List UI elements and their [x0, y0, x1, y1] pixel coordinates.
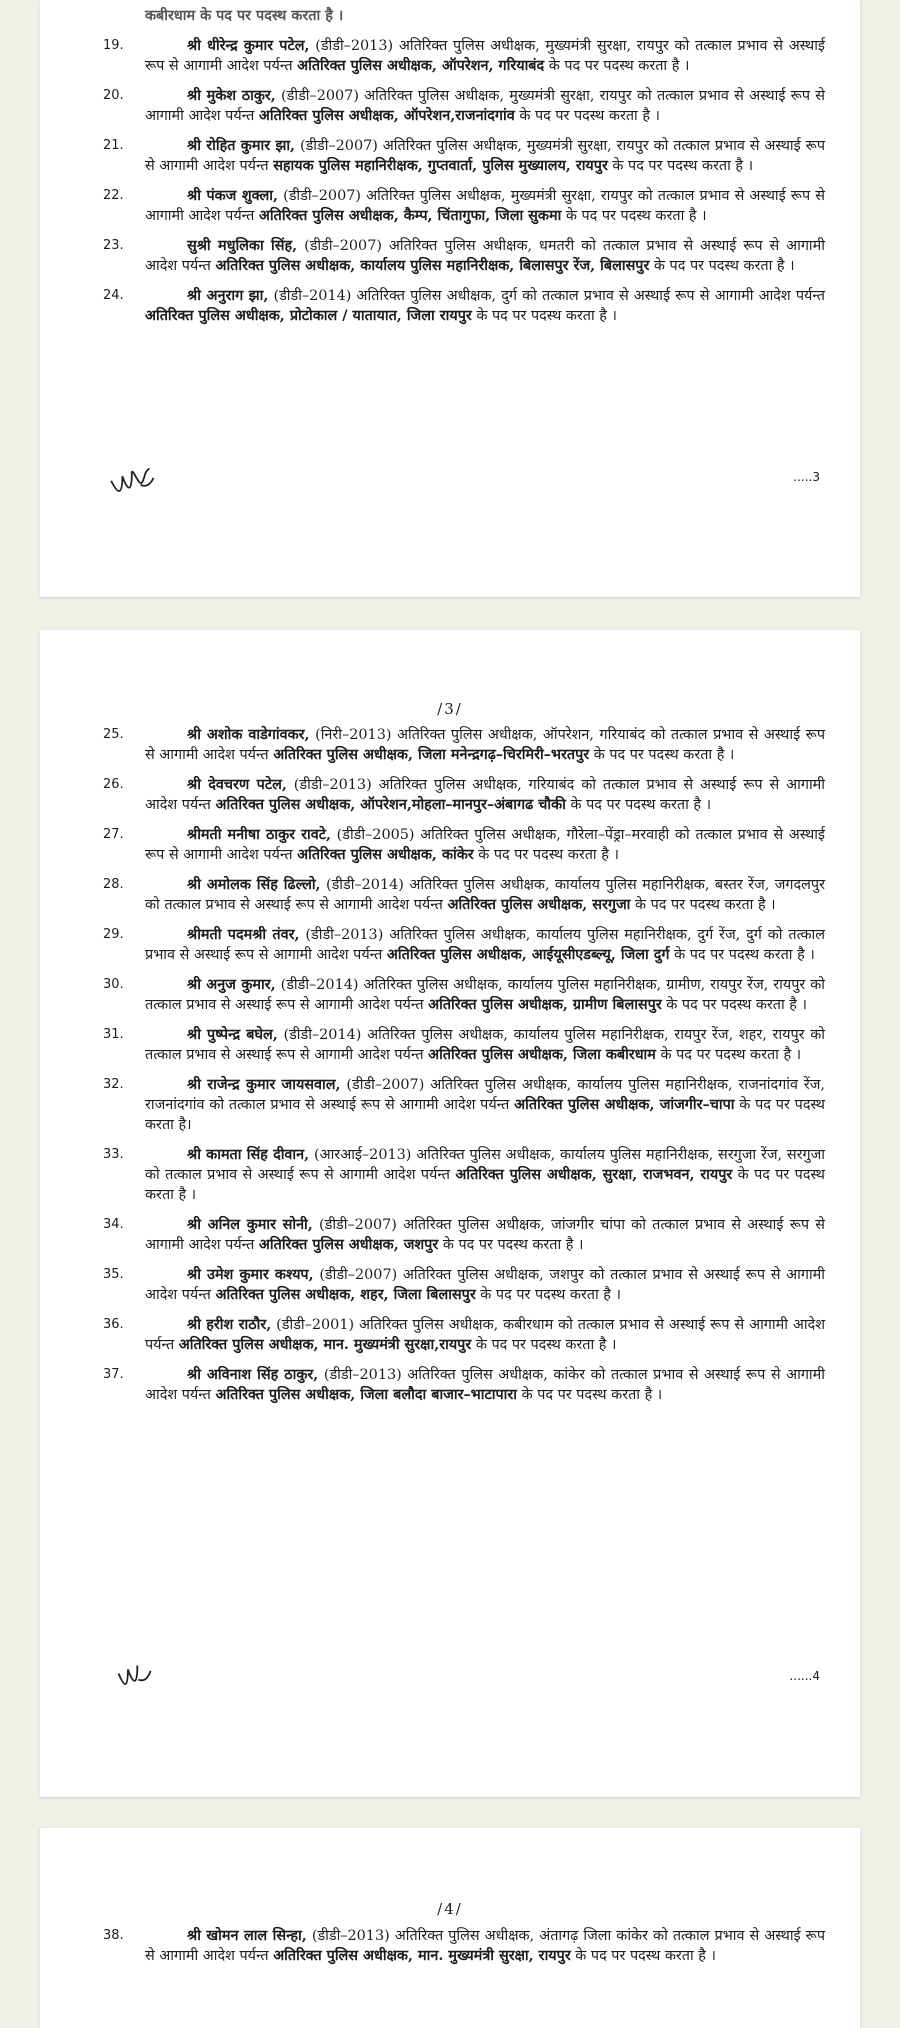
new-posting: अतिरिक्त पुलिस अधीक्षक, कांकेर	[297, 846, 474, 863]
entry-text	[145, 36, 825, 76]
signature-initials	[106, 457, 161, 507]
officer-name: श्री अमोलक सिंह ढिल्लो,	[187, 876, 321, 893]
entry-text	[145, 186, 825, 226]
current-posting-text: (डीडी–2007) अतिरिक्त पुलिस अधीक्षक, धमतरी को तत्काल प्रभाव से अस्थाई रूप से आगामी आदेश पर्यन्त	[145, 238, 825, 274]
new-posting: अतिरिक्त पुलिस अधीक्षक, शहर, जिला बिलासपुर	[215, 1286, 476, 1303]
officer-name: श्रीमती मनीषा ठाकुर रावटे,	[187, 826, 331, 843]
order-entries	[103, 725, 826, 1405]
carried-over-text: कबीरधाम के पद पर पदस्थ करता है ।	[145, 7, 344, 24]
closing-text: के पद पर पदस्थ करता है ।	[561, 208, 707, 224]
entry-text	[145, 925, 825, 965]
order-entry	[103, 825, 825, 865]
current-posting-text: (डीडी–2014) अतिरिक्त पुलिस अधीक्षक, दुर्ग को तत्काल प्रभाव से अस्थाई रूप से आगामी आदेश पर्यन्त	[268, 288, 825, 304]
closing-text: के पद पर पदस्थ करता है ।	[514, 108, 660, 124]
new-posting: अतिरिक्त पुलिस अधीक्षक, मान. मुख्यमंत्री सुरक्षा, रायपुर	[273, 1947, 571, 1964]
new-posting: अतिरिक्त पुलिस अधीक्षक, जिला मनेन्द्रगढ़–चिरमिरी–भरतपुर	[273, 746, 590, 763]
entry-text	[145, 725, 825, 765]
closing-text: के पद पर पदस्थ करता है ।	[669, 947, 815, 963]
entry-text	[145, 136, 825, 176]
current-posting-text: (डीडी–2001) अतिरिक्त पुलिस अधीक्षक, कबीरधाम को तत्काल प्रभाव से अस्थाई रूप से आगामी आदेश पर्यन्त	[145, 1317, 825, 1353]
entry-text	[145, 1025, 825, 1065]
officer-name: श्री रोहित कुमार झा,	[187, 137, 296, 154]
current-posting-text: (डीडी–2014) अतिरिक्त पुलिस अधीक्षक, कार्यालय पुलिस महानिरीक्षक, रायपुर रेंज, शहर, रायपुर को तत्काल प्रभाव से अस्थाई रूप से आगामी आदेश पर्यन्त	[145, 1027, 825, 1063]
officer-name: श्री मुकेश ठाकुर,	[187, 87, 276, 104]
order-entries	[103, 36, 825, 326]
order-entries	[103, 1926, 825, 1966]
entry-number: 32.	[103, 1077, 124, 1092]
closing-text: के पद पर पदस्थ करता है ।	[655, 1047, 802, 1063]
officer-name: श्री देवचरण पटेल,	[187, 776, 287, 793]
closing-text: के पद पर पदस्थ करता है ।	[607, 158, 754, 174]
closing-text: के पद पर पदस्थ करता है।	[145, 1097, 825, 1133]
entry-number: 28.	[103, 877, 124, 892]
entry-number: 37.	[103, 1367, 124, 1382]
closing-text: के पद पर पदस्थ करता है ।	[438, 1237, 584, 1253]
new-posting: अतिरिक्त पुलिस अधीक्षक, मान. मुख्यमंत्री सुरक्षा,रायपुर	[178, 1336, 472, 1353]
entry-number: 35.	[103, 1267, 124, 1282]
entry-number: 31.	[103, 1027, 124, 1042]
current-posting-text: (निरी–2013) अतिरिक्त पुलिस अधीक्षक, ऑपरेशन, गरियाबंद को तत्काल प्रभाव से अस्थाई रूप से आगामी आदेश पर्यन्त	[145, 727, 825, 763]
closing-text: के पद पर पदस्थ करता है ।	[630, 897, 776, 913]
order-entry	[103, 136, 825, 176]
entry-number: 38.	[103, 1928, 124, 1943]
closing-text: के पद पर पदस्थ करता है ।	[473, 847, 619, 863]
current-posting-text: (डीडी–2007) अतिरिक्त पुलिस अधीक्षक, जशपुर को तत्काल प्रभाव से अस्थाई रूप से आगामी आदेश पर्यन्त	[145, 1267, 826, 1303]
new-posting: सहायक पुलिस महानिरीक्षक, गुप्तवार्ता, पुलिस मुख्यालय, रायपुर	[273, 157, 608, 174]
closing-text: के पद पर पदस्थ करता है ।	[475, 1287, 621, 1303]
current-posting-text: (डीडी–2007) अतिरिक्त पुलिस अधीक्षक, मुख्यमंत्री सुरक्षा, रायपुर को तत्काल प्रभाव से अस्थाई रूप से आगामी आदेश पर्यन्त	[145, 88, 825, 124]
closing-text: के पद पर पदस्थ करता है ।	[661, 997, 807, 1013]
current-posting-text: (डीडी–2013) अतिरिक्त पुलिस अधीक्षक, गरियाबंद को तत्काल प्रभाव से अस्थाई रूप से आगामी आदेश पर्यन्त	[145, 777, 826, 813]
new-posting: अतिरिक्त पुलिस अधीक्षक, ऑपरेशन,मोहला–मानपुर–अंबागढ चौकी	[215, 796, 566, 813]
entry-text	[145, 86, 825, 126]
new-posting: अतिरिक्त पुलिस अधीक्षक, जिला बलौदा बाजार–भाटापारा	[215, 1386, 518, 1403]
current-posting-text: (डीडी–2013) अतिरिक्त पुलिस अधीक्षक, मुख्यमंत्री सुरक्षा, रायपुर को तत्काल प्रभाव से अस्थाई रूप से आगामी आदेश पर्यन्त	[145, 38, 825, 74]
officer-name: श्री खोमन लाल सिन्हा,	[187, 1927, 307, 1944]
officer-name: श्री धीरेन्द्र कुमार पटेल,	[187, 37, 310, 54]
order-entry	[103, 1025, 825, 1065]
entry-number: 19.	[103, 38, 124, 53]
entry-text	[145, 775, 825, 815]
entry-text	[145, 236, 825, 276]
officer-name: श्री हरीश राठौर,	[187, 1316, 272, 1333]
order-entry	[103, 86, 825, 126]
entry-number: 33.	[103, 1147, 124, 1162]
current-posting-text: (आरआई–2013) अतिरिक्त पुलिस अधीक्षक, कार्यालय पुलिस महानिरीक्षक, सरगुजा रेंज, सरगुजा को तत्काल प्रभाव से अस्थाई रूप से आगामी आदेश पर्यन्त	[145, 1147, 826, 1183]
officer-name: श्री अशोक वाडेगांवकर,	[187, 726, 310, 743]
closing-text: के पद पर पदस्थ करता है ।	[565, 797, 712, 813]
officer-name: श्री पंकज शुक्ला,	[187, 187, 278, 204]
officer-name: श्री अविनाश सिंह ठाकुर,	[187, 1366, 319, 1383]
entry-text	[145, 1365, 825, 1405]
entry-number: 27.	[103, 827, 124, 842]
current-posting-text: (डीडी–2007) अतिरिक्त पुलिस अधीक्षक, मुख्यमंत्री सुरक्षा, रायपुर को तत्काल प्रभाव से अस्थाई रूप से आगामी आदेश पर्यन्त	[145, 138, 825, 174]
continuation-marker: .....3	[793, 470, 820, 484]
current-posting-text: (डीडी–2013) अतिरिक्त पुलिस अधीक्षक, कांकेर को तत्काल प्रभाव से अस्थाई रूप से आगामी आदेश पर्यन्त	[145, 1367, 825, 1403]
order-entry	[103, 875, 825, 915]
current-posting-text: (डीडी–2014) अतिरिक्त पुलिस अधीक्षक, कार्यालय पुलिस महानिरीक्षक, बस्तर रेंज, जगदलपुर को तत्काल प्रभाव से अस्थाई रूप से आगामी आदेश पर्यन्त	[145, 877, 825, 913]
entry-text	[145, 825, 825, 865]
order-entry	[103, 925, 825, 965]
closing-text: के पद पर पदस्थ करता है ।	[649, 258, 795, 274]
current-posting-text: (डीडी–2005) अतिरिक्त पुलिस अधीक्षक, गौरेला–पेंड्रा–मरवाही को तत्काल प्रभाव से अस्थाई रूप से आगामी आदेश पर्यन्त	[145, 827, 825, 863]
order-entry	[103, 975, 825, 1015]
new-posting: अतिरिक्त पुलिस अधीक्षक, जिला कबीरधाम	[428, 1046, 656, 1063]
new-posting: अतिरिक्त पुलिस अधीक्षक, सरगुजा	[447, 896, 631, 913]
entry-text	[145, 1265, 825, 1305]
officer-name: श्री पुष्पेन्द्र बघेल,	[187, 1026, 278, 1043]
current-posting-text: (डीडी–2007) अतिरिक्त पुलिस अधीक्षक, कार्यालय पुलिस महानिरीक्षक, राजनांदगांव रेंज, राजनांदगांव को तत्काल प्रभाव से अस्थाई रूप से आगामी आदेश पर्यन्त	[145, 1077, 825, 1113]
entry-number: 26.	[103, 777, 124, 792]
officer-name: श्री राजेन्द्र कुमार जायसवाल,	[187, 1076, 341, 1093]
order-entry	[103, 775, 825, 815]
current-posting-text: (डीडी–2013) अतिरिक्त पुलिस अधीक्षक, कार्यालय पुलिस महानिरीक्षक, दुर्ग रेंज, दुर्ग को तत्काल प्रभाव से अस्थाई रूप से आगामी आदेश पर्यन्त	[145, 927, 825, 963]
page-body	[103, 6, 825, 336]
entry-text	[145, 1145, 825, 1205]
entry-number: 34.	[103, 1217, 124, 1232]
signature-icon	[106, 457, 160, 500]
officer-name: श्री अनुराग झा,	[187, 287, 269, 304]
officer-name: श्री अनिल कुमार सोनी,	[187, 1216, 313, 1233]
new-posting: अतिरिक्त पुलिस अधीक्षक, ऑपरेशन,राजनांदगांव	[258, 107, 515, 124]
entry-number: 21.	[103, 138, 124, 153]
entry-number: 29.	[103, 927, 124, 942]
signature-initials	[115, 1657, 158, 1701]
continuation-marker: ......4	[789, 1669, 820, 1683]
officer-name: श्रीमती पदमश्री तंवर,	[187, 926, 300, 943]
closing-text: के पद पर पदस्थ करता है ।	[570, 1948, 716, 1964]
closing-text: के पद पर पदस्थ करता है ।	[471, 1337, 617, 1353]
entry-number: 25.	[103, 727, 124, 742]
order-entry	[103, 1075, 825, 1135]
entry-text	[145, 1215, 825, 1255]
order-entry	[103, 1365, 825, 1405]
officer-name: सुश्री मधुलिका सिंह,	[187, 237, 298, 254]
order-entry	[103, 725, 825, 765]
current-posting-text: (डीडी–2014) अतिरिक्त पुलिस अधीक्षक, कार्यालय पुलिस महानिरीक्षक, ग्रामीण, रायपुर रेंज, रायपुर को तत्काल प्रभाव से अस्थाई रूप से आगामी आदेश पर्यन्त	[145, 977, 825, 1013]
entry-number: 36.	[103, 1317, 124, 1332]
officer-name: श्री अनुज कुमार,	[187, 976, 276, 993]
current-posting-text: (डीडी–2013) अतिरिक्त पुलिस अधीक्षक, अंतागढ़ जिला कांकेर को तत्काल प्रभाव से अस्थाई रूप से आगामी आदेश पर्यन्त	[145, 1928, 825, 1964]
order-entry	[103, 1215, 825, 1255]
order-entry	[103, 186, 825, 226]
order-entry	[103, 1926, 825, 1966]
closing-text: के पद पर पदस्थ करता है ।	[517, 1387, 663, 1403]
officer-name: श्री उमेश कुमार कश्यप,	[187, 1266, 314, 1283]
new-posting: अतिरिक्त पुलिस अधीक्षक, ग्रामीण बिलासपुर	[428, 996, 662, 1013]
entry-number: 30.	[103, 977, 124, 992]
order-entry	[103, 1265, 825, 1305]
closing-text: के पद पर पदस्थ करता है ।	[589, 747, 735, 763]
closing-text: के पद पर पदस्थ करता है ।	[471, 308, 617, 324]
current-posting-text: (डीडी–2007) अतिरिक्त पुलिस अधीक्षक, मुख्यमंत्री सुरक्षा, रायपुर को तत्काल प्रभाव से अस्थाई रूप से आगामी आदेश पर्यन्त	[145, 188, 825, 224]
new-posting: अतिरिक्त पुलिस अधीक्षक, जांजगीर–चापा	[514, 1096, 735, 1113]
order-entry	[103, 236, 825, 276]
order-entry	[103, 286, 825, 326]
entry-number: 20.	[103, 88, 124, 103]
page-number: /3/	[437, 700, 463, 718]
new-posting: अतिरिक्त पुलिस अधीक्षक, जशपुर	[258, 1236, 439, 1253]
document-page-4	[40, 1828, 860, 2028]
new-posting: अतिरिक्त पुलिस अधीक्षक, सुरक्षा, राजभवन, रायपुर	[455, 1166, 733, 1183]
entry-text	[145, 1075, 825, 1135]
entry-number: 23.	[103, 238, 124, 253]
new-posting: अतिरिक्त पुलिस अधीक्षक, आईयूसीएडब्ल्यू, जिला दुर्ग	[386, 946, 670, 963]
closing-text: के पद पर पदस्थ करता है ।	[544, 58, 690, 74]
order-entry	[103, 1315, 825, 1355]
new-posting: अतिरिक्त पुलिस अधीक्षक, ऑपरेशन, गरियाबंद	[297, 57, 545, 74]
order-entry	[103, 36, 825, 76]
officer-name: श्री कामता सिंह दीवान,	[187, 1146, 310, 1163]
closing-text: के पद पर पदस्थ करता है ।	[145, 1167, 825, 1203]
page-body	[103, 1926, 825, 1976]
entry-number: 22.	[103, 188, 124, 203]
page-number: /4/	[437, 1900, 463, 1918]
entry-text	[145, 1926, 825, 1966]
entry-number: 24.	[103, 288, 124, 303]
document-page-3	[40, 630, 860, 1797]
new-posting: अतिरिक्त पुलिस अधीक्षक, प्रोटोकाल / यातायात, जिला रायपुर	[145, 307, 472, 324]
new-posting: अतिरिक्त पुलिस अधीक्षक, कार्यालय पुलिस महानिरीक्षक, बिलासपुर रेंज, बिलासपुर	[215, 257, 650, 274]
signature-icon	[115, 1657, 156, 1694]
entry-text	[145, 286, 825, 326]
order-entry	[103, 1145, 825, 1205]
page-body	[103, 725, 826, 1415]
entry-text	[145, 875, 825, 915]
document-page-2	[40, 0, 860, 597]
current-posting-text: (डीडी–2007) अतिरिक्त पुलिस अधीक्षक, जांजगीर चांपा को तत्काल प्रभाव से अस्थाई रूप से आगामी आदेश पर्यन्त	[145, 1217, 825, 1253]
entry-text	[145, 975, 825, 1015]
new-posting: अतिरिक्त पुलिस अधीक्षक, कैम्प, चिंतागुफा, जिला सुकमा	[258, 207, 562, 224]
entry-text	[145, 1315, 825, 1355]
